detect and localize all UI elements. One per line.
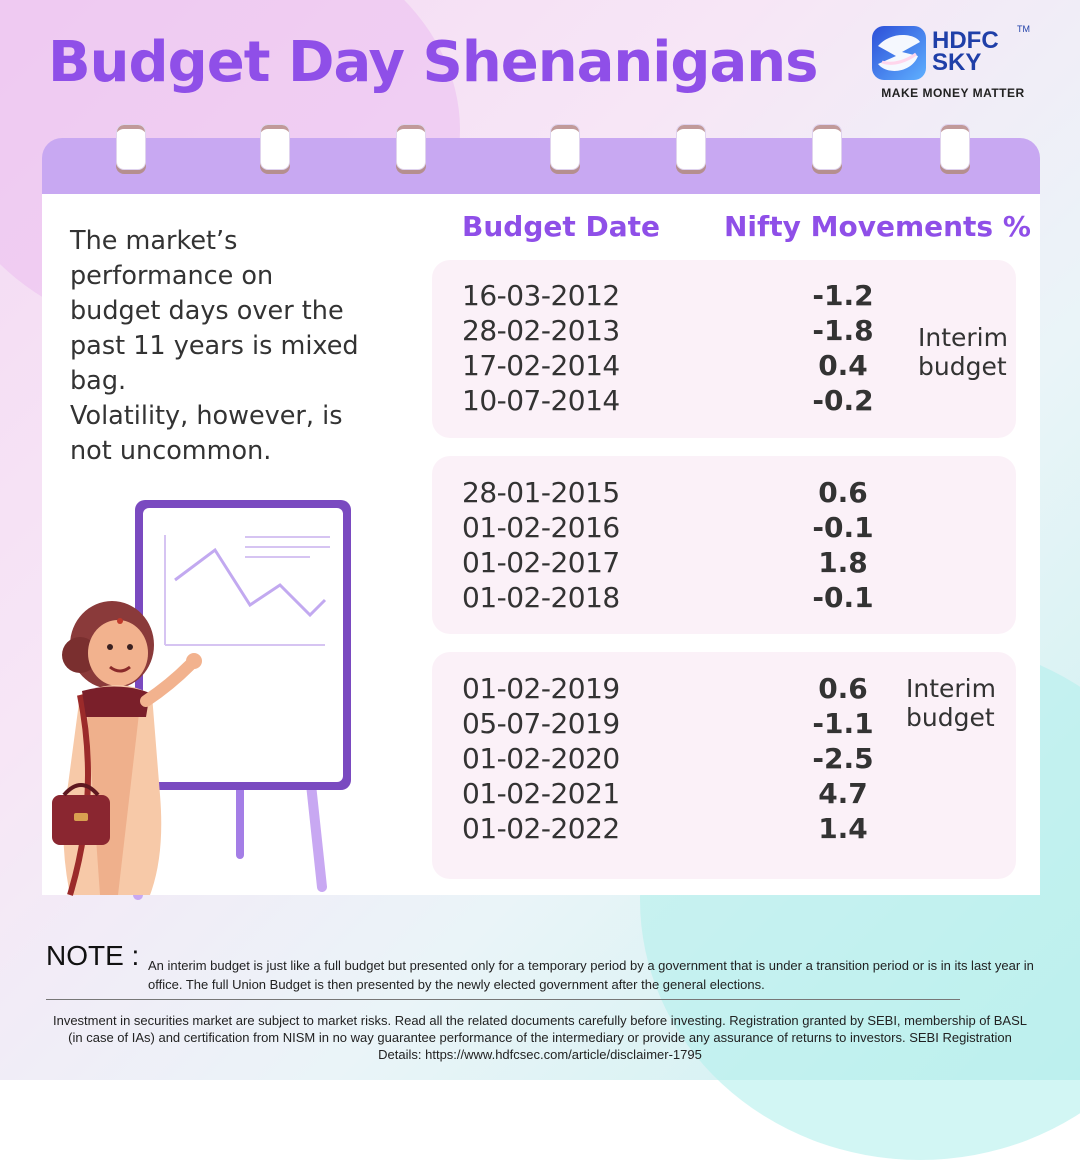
intro-line: past 11 years is mixed <box>70 331 359 361</box>
table-row <box>432 812 1016 847</box>
nifty-movement: -0.2 <box>812 384 874 417</box>
budget-date: 01-02-2021 <box>462 777 620 810</box>
nifty-movement: -1.2 <box>812 279 874 312</box>
interim-budget-label-line: budget <box>918 352 1007 381</box>
brand-name-line2: SKY <box>932 49 982 76</box>
note-label: NOTE : <box>46 940 140 971</box>
budget-date: 01-02-2020 <box>462 742 620 775</box>
table-row <box>432 476 1016 511</box>
column-header-nifty-movement: Nifty Movements % <box>724 210 1031 243</box>
nifty-movement: 0.6 <box>818 672 868 705</box>
table-row <box>432 581 1016 616</box>
intro-line: budget days over the <box>70 296 344 326</box>
intro-line: bag. <box>70 366 127 396</box>
footer-divider <box>46 999 960 1000</box>
calendar-ring-icon <box>676 124 706 170</box>
note-text: An interim budget is just like a full budget but presented only for a temporary period by a government that is under a transition period or is in its last year in office. The full Union Budget is then presented by the newly elected government after the general elections. <box>148 958 1034 992</box>
budget-date: 16-03-2012 <box>462 279 620 312</box>
table-row <box>432 384 1016 419</box>
budget-date: 01-02-2017 <box>462 546 620 579</box>
budget-date: 01-02-2016 <box>462 511 620 544</box>
calendar-ring-icon <box>396 124 426 170</box>
budget-group <box>432 260 1016 438</box>
calendar-ring-icon <box>940 124 970 170</box>
calendar-ring-icon <box>812 124 842 170</box>
trademark-mark: TM <box>1017 24 1030 34</box>
intro-line: The market’s <box>70 226 238 256</box>
intro-line: performance on <box>70 261 274 291</box>
table-row <box>432 742 1016 777</box>
presenter-illustration <box>40 495 370 915</box>
nifty-movement: 1.8 <box>818 546 868 579</box>
column-header-budget-date: Budget Date <box>462 210 660 243</box>
calendar-ring-icon <box>550 124 580 170</box>
budget-date: 28-02-2013 <box>462 314 620 347</box>
table-row <box>432 511 1016 546</box>
nifty-movement: -1.8 <box>812 314 874 347</box>
intro-text <box>70 224 390 469</box>
brand-name-line1: HDFC <box>932 27 999 54</box>
brand-tagline: MAKE MONEY MATTER <box>881 86 1025 100</box>
intro-line: not uncommon. <box>70 436 272 466</box>
disclaimer-text: Investment in securities market are subject to market risks. Read all the related documents carefully before investing. Registration granted by SEBI, membership of BASL (in case of IAs) and certification from NISM in no way guarantee performance of the intermediary or provide any assurance of returns to investors. SEBI Registration Details: https://www.hdfcsec.com/article/disclaimer-1795 <box>52 1013 1027 1062</box>
nifty-movement: 1.4 <box>818 812 868 845</box>
budget-date: 28-01-2015 <box>462 476 620 509</box>
budget-date: 01-02-2018 <box>462 581 620 614</box>
page-title: Budget Day Shenanigans <box>48 30 818 95</box>
calendar-ring-icon <box>116 124 146 170</box>
budget-date: 10-07-2014 <box>462 384 620 417</box>
nifty-movement: 4.7 <box>818 777 868 810</box>
brand-mark-icon <box>872 26 926 80</box>
budget-group <box>432 652 1016 879</box>
interim-budget-label-line: budget <box>906 703 995 732</box>
note-section <box>46 940 1046 1000</box>
intro-line: Volatility, however, is <box>70 401 343 431</box>
interim-budget-label <box>906 674 996 732</box>
budget-date: 01-02-2019 <box>462 672 620 705</box>
table-row <box>432 279 1016 314</box>
interim-budget-label-line: Interim <box>906 674 996 703</box>
budget-date: 17-02-2014 <box>462 349 620 382</box>
calendar-header <box>42 138 1040 194</box>
interim-budget-label-line: Interim <box>918 323 1008 352</box>
calendar-ring-icon <box>260 124 290 170</box>
nifty-movement: -2.5 <box>812 742 874 775</box>
nifty-movement: -1.1 <box>812 707 874 740</box>
budget-date: 01-02-2022 <box>462 812 620 845</box>
budget-group <box>432 456 1016 634</box>
nifty-movement: 0.4 <box>818 349 868 382</box>
budget-date: 05-07-2019 <box>462 707 620 740</box>
nifty-movement: -0.1 <box>812 581 874 614</box>
nifty-movement: -0.1 <box>812 511 874 544</box>
table-row <box>432 777 1016 812</box>
interim-budget-label <box>918 323 1008 381</box>
table-row <box>432 546 1016 581</box>
nifty-movement: 0.6 <box>818 476 868 509</box>
brand-logo[interactable] <box>872 26 1034 106</box>
